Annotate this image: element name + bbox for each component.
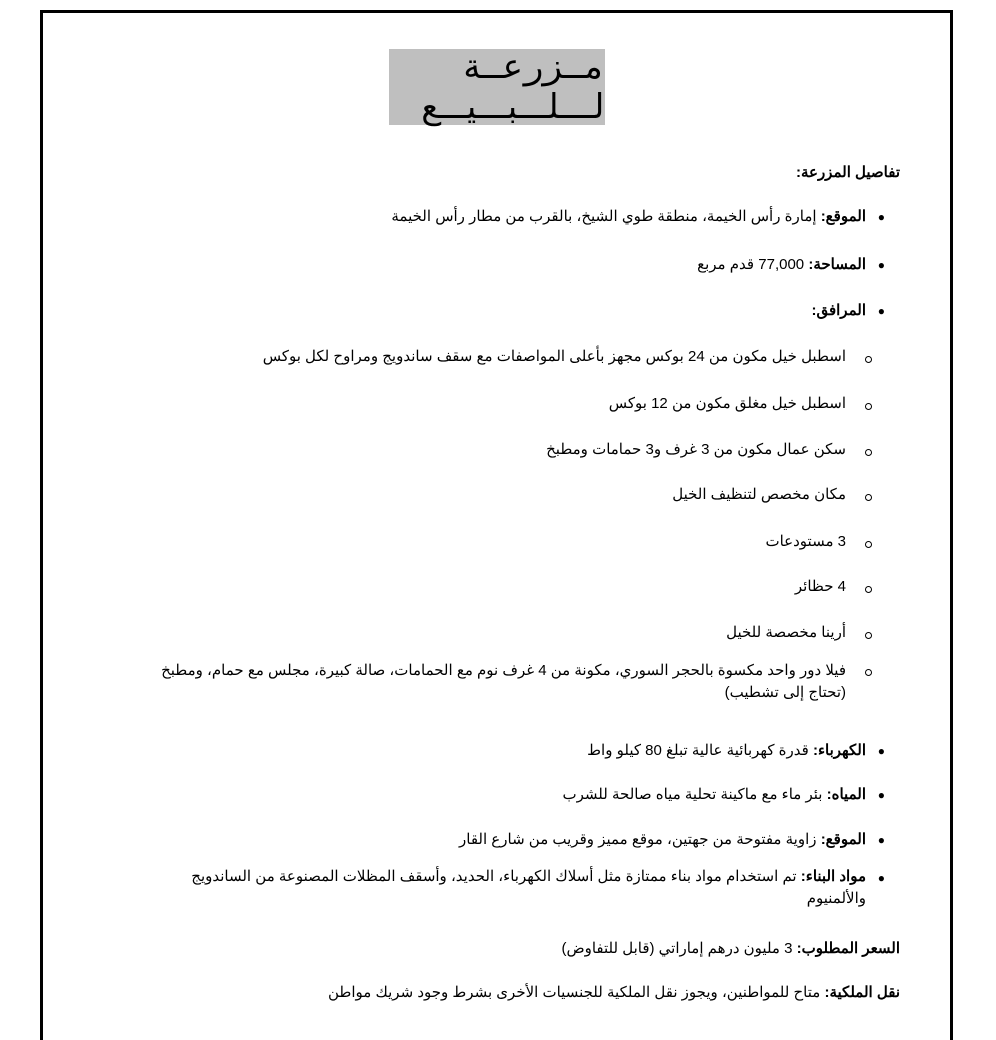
facility-item: فيلا دور واحد مكسوة بالحجر السوري، مكونة من 4 غرف نوم مع الحمامات، صالة كبيرة، مجلس مع حمام، ومطبخ (تحتاج إلى تشطيب) (161, 662, 846, 701)
location2-item (459, 830, 866, 848)
ownership-line (328, 983, 900, 1001)
materials-item (146, 866, 866, 910)
facility-item: 4 حظائر (794, 578, 846, 595)
bullet-icon: ● (877, 744, 885, 758)
ownership-label: نقل الملكية: (824, 984, 900, 1001)
circle-bullet-icon (865, 494, 872, 501)
location-item (391, 207, 866, 225)
bullet-icon: ● (877, 788, 885, 802)
materials-text: تم استخدام مواد بناء ممتازة مثل أسلاك الكهرباء، الحديد، وأسقف المظلات المصنوعة من الساندويج والألمنيوم (191, 868, 866, 907)
electricity-item (587, 741, 866, 759)
location2-label: الموقع: (820, 831, 866, 848)
materials-label: مواد البناء: (800, 868, 866, 885)
electricity-text: قدرة كهربائية عالية تبلغ 80 كيلو واط (587, 742, 809, 759)
facilities-label: المرافق: (811, 302, 866, 319)
price-text: 3 مليون درهم إماراتي (قابل للتفاوض) (561, 940, 793, 957)
water-text: بئر ماء مع ماكينة تحلية مياه صالحة للشرب (562, 786, 823, 803)
facility-item: اسطبل خيل مكون من 24 بوكس مجهز بأعلى المواصفات مع سقف ساندويج ومراوح لكل بوكس (262, 348, 846, 365)
bullet-icon: ● (877, 871, 885, 885)
bullet-icon: ● (877, 210, 885, 224)
circle-bullet-icon (865, 356, 872, 363)
facility-item: أرينا مخصصة للخيل (726, 624, 846, 641)
bullet-icon: ● (877, 304, 885, 318)
location-label: الموقع: (820, 208, 866, 225)
circle-bullet-icon (865, 669, 872, 676)
location-text: إمارة رأس الخيمة، منطقة طوي الشيخ، بالقرب من مطار رأس الخيمة (391, 208, 817, 225)
area-item (697, 255, 866, 273)
price-line (561, 939, 900, 957)
facility-item: سكن عمال مكون من 3 غرف و3 حمامات ومطبخ (546, 441, 846, 458)
facility-item: اسطبل خيل مغلق مكون من 12 بوكس (608, 395, 846, 412)
location2-text: زاوية مفتوحة من جهتين، موقع مميز وقريب من شارع القار (459, 831, 817, 848)
facility-item: مكان مخصص لتنظيف الخيل (672, 486, 846, 503)
electricity-label: الكهرباء: (812, 742, 866, 759)
circle-bullet-icon (865, 586, 872, 593)
circle-bullet-icon (865, 449, 872, 456)
page-title: مـزرعـة لـلـبـيـع (420, 47, 605, 127)
details-heading: تفاصيل المزرعة: (795, 164, 900, 181)
circle-bullet-icon (865, 403, 872, 410)
price-label: السعر المطلوب: (796, 940, 900, 957)
bullet-icon: ● (877, 258, 885, 272)
bullet-icon: ● (877, 833, 885, 847)
circle-bullet-icon (865, 632, 872, 639)
water-label: المياه: (826, 786, 866, 803)
ownership-text: متاح للمواطنين، ويجوز نقل الملكية للجنسيات الأخرى بشرط وجود شريك مواطن (328, 984, 821, 1001)
circle-bullet-icon (865, 541, 872, 548)
area-text: 77,000 قدم مربع (697, 256, 805, 273)
water-item (562, 785, 866, 803)
area-label: المساحة: (808, 256, 866, 273)
title-box (389, 49, 605, 125)
facilities-item (811, 301, 866, 319)
facility-item: 3 مستودعات (765, 533, 846, 550)
